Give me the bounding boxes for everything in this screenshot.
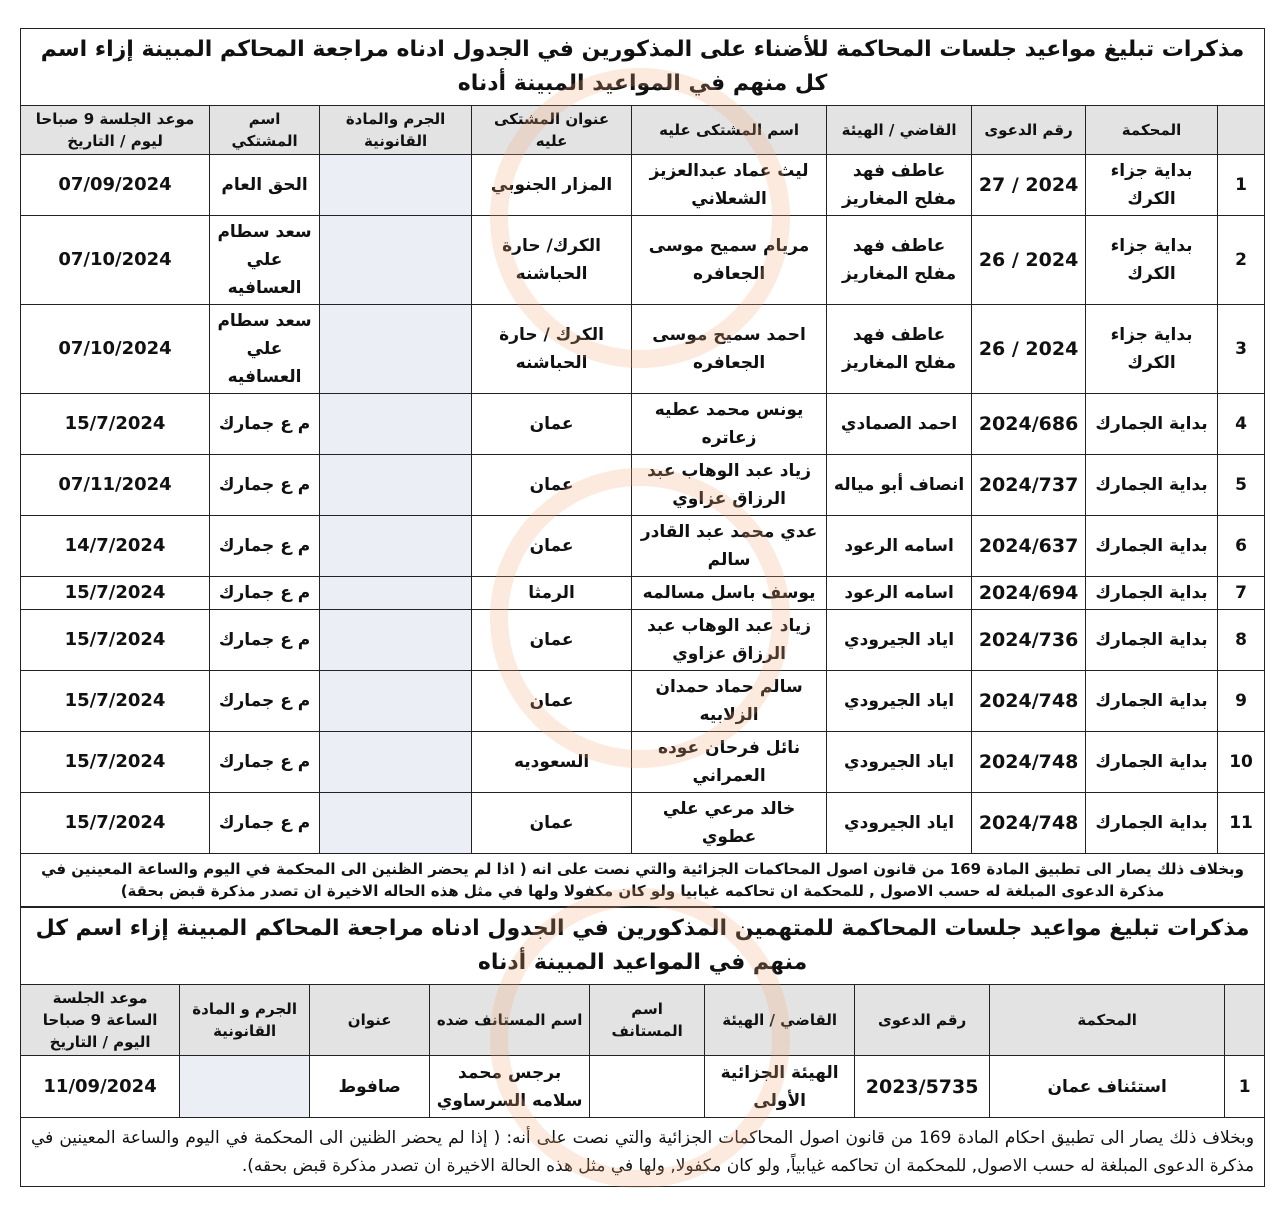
case-number-cell: 26 / 2024 bbox=[972, 305, 1086, 394]
case-number-cell: 27 / 2024 bbox=[972, 155, 1086, 216]
row-number: 4 bbox=[1218, 394, 1265, 455]
crime-cell-redacted bbox=[320, 305, 472, 394]
section2-title: مذكرات تبليغ مواعيد جلسات المحاكمة للمتهمين المذكورين في الجدول ادناه مراجعة المحاكم المبينة إزاء اسم كل منهم في المواعيد المبينة أدناه bbox=[21, 908, 1265, 985]
column-header: اسم المستانف bbox=[590, 985, 705, 1056]
row-number: 5 bbox=[1218, 455, 1265, 516]
hearing-date-cell: 07/10/2024 bbox=[21, 216, 210, 305]
table-row bbox=[21, 1056, 1265, 1118]
row-number: 10 bbox=[1218, 732, 1265, 793]
case-number-cell: 2023/5735 bbox=[855, 1056, 990, 1118]
column-header: القاضي / الهيئة bbox=[827, 106, 972, 155]
plaintiff-cell: م ع جمارك bbox=[210, 455, 320, 516]
crime-cell-redacted bbox=[320, 155, 472, 216]
court-cell: بداية الجمارك bbox=[1086, 394, 1218, 455]
case-number-cell: 26 / 2024 bbox=[972, 216, 1086, 305]
defendant-name-cell: ليث عماد عبدالعزيز الشعلاني bbox=[632, 155, 827, 216]
table2-header-row bbox=[21, 985, 1265, 1056]
judge-cell: اسامه الرعود bbox=[827, 516, 972, 577]
judge-cell: اياد الجيرودي bbox=[827, 671, 972, 732]
row-number: 3 bbox=[1218, 305, 1265, 394]
case-number-cell: 2024/737 bbox=[972, 455, 1086, 516]
hearing-date-cell: 15/7/2024 bbox=[21, 394, 210, 455]
table-row bbox=[21, 516, 1265, 577]
address-cell: صافوط bbox=[310, 1056, 430, 1118]
hearing-date-cell: 15/7/2024 bbox=[21, 732, 210, 793]
table-row bbox=[21, 732, 1265, 793]
crime-cell-redacted bbox=[320, 610, 472, 671]
hearing-date-cell: 15/7/2024 bbox=[21, 577, 210, 610]
judge-cell: الهيئة الجزائية الأولى bbox=[705, 1056, 855, 1118]
plaintiff-cell: م ع جمارك bbox=[210, 394, 320, 455]
row-number: 1 bbox=[1225, 1056, 1265, 1118]
column-header: رقم الدعوى bbox=[972, 106, 1086, 155]
column-header bbox=[1225, 985, 1265, 1056]
table-row bbox=[21, 305, 1265, 394]
row-number: 8 bbox=[1218, 610, 1265, 671]
plaintiff-cell: سعد سطام علي العسافيه bbox=[210, 305, 320, 394]
plaintiff-cell: م ع جمارك bbox=[210, 671, 320, 732]
case-number-cell: 2024/748 bbox=[972, 793, 1086, 854]
column-header: عنوان المشتكى عليه bbox=[472, 106, 632, 155]
judge-cell: عاطف فهد مفلح المغاريز bbox=[827, 155, 972, 216]
hearing-date-cell: 07/11/2024 bbox=[21, 455, 210, 516]
appellant-cell bbox=[590, 1056, 705, 1118]
court-cell: بداية جزاء الكرك bbox=[1086, 216, 1218, 305]
column-header: اسم المشتكى عليه bbox=[632, 106, 827, 155]
case-number-cell: 2024/686 bbox=[972, 394, 1086, 455]
court-cell: بداية الجمارك bbox=[1086, 577, 1218, 610]
defendant-name-cell: زياد عبد الوهاب عبد الرزاق عزاوي bbox=[632, 455, 827, 516]
defendant-address-cell: عمان bbox=[472, 793, 632, 854]
defendant-name-cell: يونس محمد عطيه زعاتره bbox=[632, 394, 827, 455]
table1-header-row bbox=[21, 106, 1265, 155]
judge-cell: اياد الجيرودي bbox=[827, 793, 972, 854]
row-number: 6 bbox=[1218, 516, 1265, 577]
column-header: الجرم والمادة القانونية bbox=[320, 106, 472, 155]
row-number: 1 bbox=[1218, 155, 1265, 216]
hearings-table-2 bbox=[20, 907, 1265, 1187]
court-cell: بداية جزاء الكرك bbox=[1086, 155, 1218, 216]
crime-cell-redacted bbox=[320, 671, 472, 732]
column-header: رقم الدعوى bbox=[855, 985, 990, 1056]
defendant-address-cell: عمان bbox=[472, 394, 632, 455]
defendant-name-cell: نائل فرحان عوده العمراني bbox=[632, 732, 827, 793]
column-header: المحكمة bbox=[990, 985, 1225, 1056]
court-cell: بداية الجمارك bbox=[1086, 610, 1218, 671]
table-row bbox=[21, 577, 1265, 610]
crime-cell-redacted bbox=[320, 394, 472, 455]
plaintiff-cell: م ع جمارك bbox=[210, 793, 320, 854]
hearing-date-cell: 11/09/2024 bbox=[21, 1056, 180, 1118]
crime-cell-redacted bbox=[320, 577, 472, 610]
defendant-name-cell: احمد سميح موسى الجعافره bbox=[632, 305, 827, 394]
section1-title: مذكرات تبليغ مواعيد جلسات المحاكمة للأضناء على المذكورين في الجدول ادناه مراجعة المحاكم المبينة إزاء اسم كل منهم في المواعيد المبينة أدناه bbox=[21, 29, 1265, 106]
defendant-address-cell: عمان bbox=[472, 610, 632, 671]
court-cell: بداية الجمارك bbox=[1086, 793, 1218, 854]
hearing-date-cell: 14/7/2024 bbox=[21, 516, 210, 577]
defendant-name-cell: خالد مرعي علي عطوي bbox=[632, 793, 827, 854]
row-number: 7 bbox=[1218, 577, 1265, 610]
crime-cell-redacted bbox=[180, 1056, 310, 1118]
hearing-date-cell: 07/09/2024 bbox=[21, 155, 210, 216]
case-number-cell: 2024/736 bbox=[972, 610, 1086, 671]
hearing-date-cell: 15/7/2024 bbox=[21, 793, 210, 854]
table-row bbox=[21, 671, 1265, 732]
column-header: الجرم و المادة القانونية bbox=[180, 985, 310, 1056]
row-number: 11 bbox=[1218, 793, 1265, 854]
judge-cell: عاطف فهد مفلح المغاريز bbox=[827, 216, 972, 305]
judge-cell: اسامه الرعود bbox=[827, 577, 972, 610]
case-number-cell: 2024/637 bbox=[972, 516, 1086, 577]
hearing-date-cell: 15/7/2024 bbox=[21, 610, 210, 671]
hearing-date-cell: 07/10/2024 bbox=[21, 305, 210, 394]
column-header: المحكمة bbox=[1086, 106, 1218, 155]
defendant-address-cell: الرمثا bbox=[472, 577, 632, 610]
table-row bbox=[21, 155, 1265, 216]
plaintiff-cell: م ع جمارك bbox=[210, 516, 320, 577]
defendant-address-cell: الكرك/ حارة الحباشنه bbox=[472, 216, 632, 305]
plaintiff-cell: م ع جمارك bbox=[210, 577, 320, 610]
defendant-address-cell: عمان bbox=[472, 671, 632, 732]
plaintiff-cell: الحق العام bbox=[210, 155, 320, 216]
defendant-address-cell: عمان bbox=[472, 455, 632, 516]
hearing-date-cell: 15/7/2024 bbox=[21, 671, 210, 732]
crime-cell-redacted bbox=[320, 732, 472, 793]
column-header: موعد الجلسة الساعة 9 صباحا اليوم / التاريخ bbox=[21, 985, 180, 1056]
column-header: القاضي / الهيئة bbox=[705, 985, 855, 1056]
case-number-cell: 2024/694 bbox=[972, 577, 1086, 610]
defendant-name-cell: سالم حماد حمدان الزلابيه bbox=[632, 671, 827, 732]
crime-cell-redacted bbox=[320, 216, 472, 305]
plaintiff-cell: م ع جمارك bbox=[210, 732, 320, 793]
table-row bbox=[21, 394, 1265, 455]
table-row bbox=[21, 216, 1265, 305]
case-number-cell: 2024/748 bbox=[972, 732, 1086, 793]
plaintiff-cell: م ع جمارك bbox=[210, 610, 320, 671]
column-header: عنوان bbox=[310, 985, 430, 1056]
plaintiff-cell: سعد سطام علي العسافيه bbox=[210, 216, 320, 305]
row-number: 9 bbox=[1218, 671, 1265, 732]
row-number: 2 bbox=[1218, 216, 1265, 305]
section1-legal-note: وبخلاف ذلك يصار الى تطبيق المادة 169 من قانون اصول المحاكمات الجزائية والتي نصت على انه ( اذا لم يحضر الظنين الى المحكمة في اليوم والساعة المعينين في مذكرة الدعوى المبلغة له حسب الاصول , للمحكمة ان تحاكمه غيابيا ولو كان مكفولا ولها في مثل هذه الحاله الاخيرة ان تصدر مذكرة قبض بحقة) bbox=[21, 854, 1265, 907]
crime-cell-redacted bbox=[320, 516, 472, 577]
column-header bbox=[1218, 106, 1265, 155]
column-header: اسم المشتكي bbox=[210, 106, 320, 155]
court-cell: بداية جزاء الكرك bbox=[1086, 305, 1218, 394]
defendant-address-cell: المزار الجنوبي bbox=[472, 155, 632, 216]
case-number-cell: 2024/748 bbox=[972, 671, 1086, 732]
document-page bbox=[20, 28, 1264, 1220]
judge-cell: اياد الجيرودي bbox=[827, 732, 972, 793]
table-row bbox=[21, 455, 1265, 516]
table-row bbox=[21, 793, 1265, 854]
court-cell: استئناف عمان bbox=[990, 1056, 1225, 1118]
court-cell: بداية الجمارك bbox=[1086, 516, 1218, 577]
defendant-name-cell: مريام سميح موسى الجعافره bbox=[632, 216, 827, 305]
respondent-cell: برجس محمد سلامه السرساوي bbox=[430, 1056, 590, 1118]
judge-cell: عاطف فهد مفلح المغاريز bbox=[827, 305, 972, 394]
judge-cell: اياد الجيرودي bbox=[827, 610, 972, 671]
defendant-address-cell: السعوديه bbox=[472, 732, 632, 793]
defendant-name-cell: زياد عبد الوهاب عبد الرزاق عزاوي bbox=[632, 610, 827, 671]
court-cell: بداية الجمارك bbox=[1086, 732, 1218, 793]
section2-legal-note: وبخلاف ذلك يصار الى تطبيق احكام المادة 169 من قانون اصول المحاكمات الجزائية والتي نصت على أنه: ( إذا لم يحضر الظنين الى المحكمة في اليوم والساعة المعينين في مذكرة الدعوى المبلغة له حسب الاصول, للمحكمة ان تحاكمه غيابياً, ولو كان مكفولا, ولها في مثل هذه الحالة الاخيرة ان تصدر مذكرة قبض بحقه). bbox=[21, 1118, 1265, 1187]
defendant-address-cell: الكرك / حارة الحباشنه bbox=[472, 305, 632, 394]
defendant-name-cell: عدي محمد عبد القادر سالم bbox=[632, 516, 827, 577]
crime-cell-redacted bbox=[320, 455, 472, 516]
judge-cell: احمد الصمادي bbox=[827, 394, 972, 455]
court-cell: بداية الجمارك bbox=[1086, 455, 1218, 516]
hearings-table-1 bbox=[20, 28, 1265, 907]
defendant-address-cell: عمان bbox=[472, 516, 632, 577]
crime-cell-redacted bbox=[320, 793, 472, 854]
court-cell: بداية الجمارك bbox=[1086, 671, 1218, 732]
table-row bbox=[21, 610, 1265, 671]
defendant-name-cell: يوسف باسل مسالمه bbox=[632, 577, 827, 610]
column-header: موعد الجلسة 9 صباحا ليوم / التاريخ bbox=[21, 106, 210, 155]
judge-cell: انصاف أبو مياله bbox=[827, 455, 972, 516]
column-header: اسم المستانف ضده bbox=[430, 985, 590, 1056]
